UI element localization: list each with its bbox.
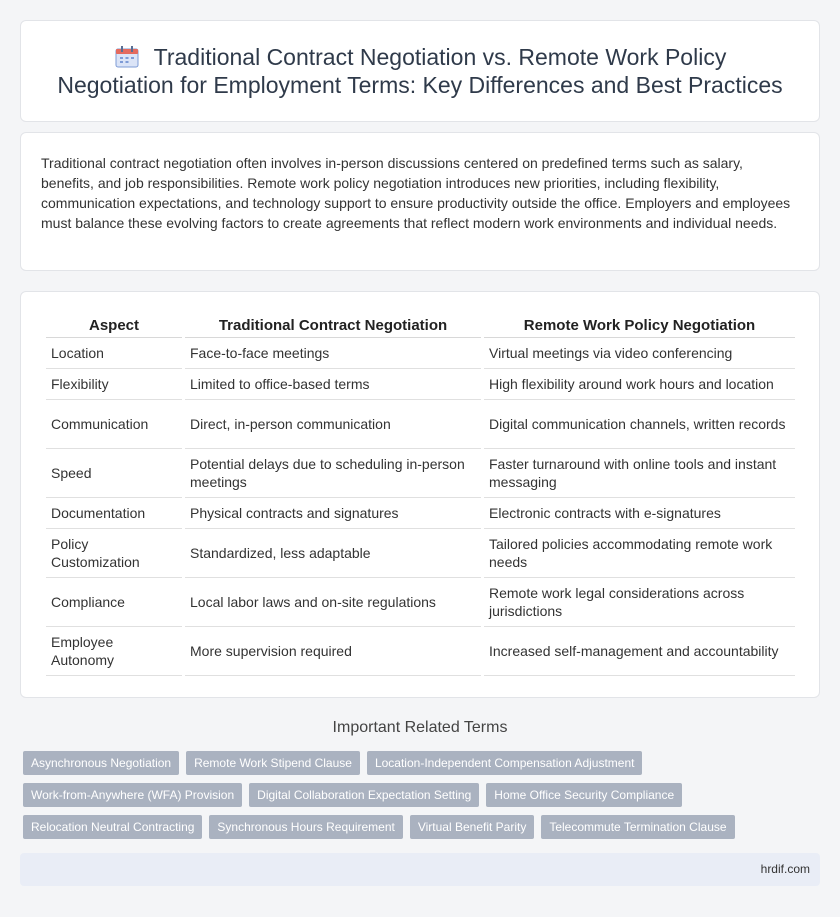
comparison-card: [20, 291, 820, 698]
table-cell: Flexibility: [46, 369, 182, 400]
intro-paragraph: Traditional contract negotiation often involves in-person discussions centered on predefined terms such as salary, benefits, and job responsibilities. Remote work policy negotiation introduces new priorities, including flexibility, communication expectations, and technology support to ensure productivity outside the office. Employers and employees must balance these evolving factors to create agreements that reflect modern work environments and individual needs.: [41, 155, 791, 231]
related-term-tag[interactable]: Telecommute Termination Clause: [541, 815, 734, 839]
footer-site-link[interactable]: hrdif.com: [760, 862, 810, 876]
table-row: [46, 529, 795, 578]
table-row: [46, 627, 795, 676]
table-cell: Faster turnaround with online tools and instant messaging: [484, 449, 795, 498]
table-cell: Physical contracts and signatures: [185, 498, 481, 529]
table-cell: Policy Customization: [46, 529, 182, 578]
table-row: [46, 338, 795, 369]
related-term-tag[interactable]: Synchronous Hours Requirement: [209, 815, 402, 839]
related-term-tag[interactable]: Asynchronous Negotiation: [23, 751, 179, 775]
comparison-table: [43, 312, 798, 676]
column-header-traditional: Traditional Contract Negotiation: [185, 312, 481, 338]
table-cell: Communication: [46, 400, 182, 449]
related-term-tag[interactable]: Relocation Neutral Contracting: [23, 815, 202, 839]
related-term-tag[interactable]: Location-Independent Compensation Adjustment: [367, 751, 643, 775]
table-cell: Tailored policies accommodating remote work needs: [484, 529, 795, 578]
related-term-tag[interactable]: Digital Collaboration Expectation Setting: [249, 783, 479, 807]
intro-card: [20, 132, 820, 271]
table-row: [46, 400, 795, 449]
table-row: [46, 369, 795, 400]
related-terms-title: Important Related Terms: [332, 719, 508, 736]
table-cell: Employee Autonomy: [46, 627, 182, 676]
table-cell: Standardized, less adaptable: [185, 529, 481, 578]
tag-row: [23, 783, 823, 815]
table-cell: Virtual meetings via video conferencing: [484, 338, 795, 369]
table-cell: Local labor laws and on-site regulations: [185, 578, 481, 627]
title-card: [20, 20, 820, 122]
tag-row: [23, 751, 823, 783]
table-cell: Documentation: [46, 498, 182, 529]
title-line-2: Negotiation for Employment Terms: Key Differences and Best Practices: [57, 72, 783, 98]
table-cell: High flexibility around work hours and location: [484, 369, 795, 400]
table-row: [46, 449, 795, 498]
table-cell: Compliance: [46, 578, 182, 627]
table-cell: More supervision required: [185, 627, 481, 676]
related-term-tag[interactable]: Virtual Benefit Parity: [410, 815, 535, 839]
table-cell: Direct, in-person communication: [185, 400, 481, 449]
table-cell: Speed: [46, 449, 182, 498]
table-cell: Potential delays due to scheduling in-person meetings: [185, 449, 481, 498]
calendar-icon: [114, 46, 140, 68]
tag-row: [23, 815, 823, 847]
table-cell: Digital communication channels, written records: [484, 400, 795, 449]
table-cell: Increased self-management and accountability: [484, 627, 795, 676]
table-cell: Limited to office-based terms: [185, 369, 481, 400]
related-term-tag[interactable]: Home Office Security Compliance: [486, 783, 682, 807]
column-header-aspect: Aspect: [46, 312, 182, 338]
table-row: [46, 498, 795, 529]
table-cell: Face-to-face meetings: [185, 338, 481, 369]
related-terms-list: [23, 751, 823, 847]
column-header-remote: Remote Work Policy Negotiation: [484, 312, 795, 338]
table-cell: Remote work legal considerations across jurisdictions: [484, 578, 795, 627]
page-title: [41, 43, 798, 99]
related-term-tag[interactable]: Work-from-Anywhere (WFA) Provision: [23, 783, 242, 807]
title-line-1: Traditional Contract Negotiation vs. Remote Work Policy: [153, 44, 727, 70]
footer: [20, 853, 820, 886]
table-cell: Location: [46, 338, 182, 369]
related-term-tag[interactable]: Remote Work Stipend Clause: [186, 751, 360, 775]
table-cell: Electronic contracts with e-signatures: [484, 498, 795, 529]
table-row: [46, 578, 795, 627]
